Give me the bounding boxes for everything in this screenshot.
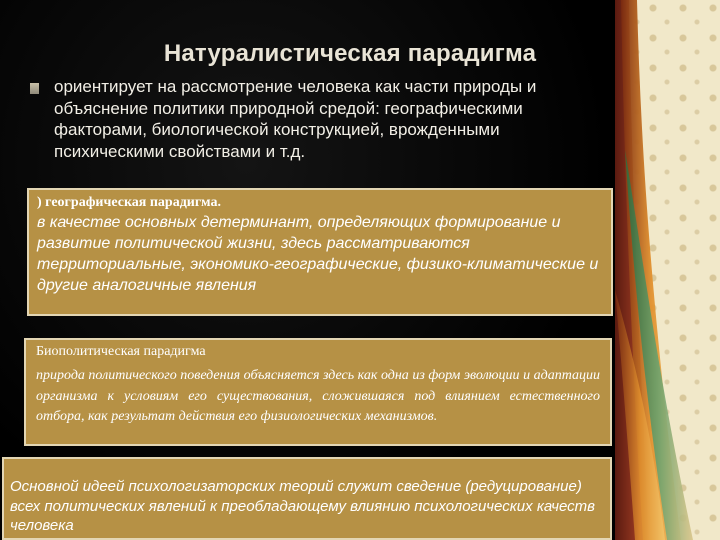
biopolitical-paradigm-text: природа политического поведения объясняется здесь как одна из форм эволюции и адаптации организма к условиям его существования, сложившаяся под влиянием естественного отбора, как результат действия его физиологических механизмов.: [36, 368, 600, 424]
geographic-paradigm-text: в качестве основных детерминант, определяющих формирование и развитие политической жизни, здесь рассматриваются территориальные, экономико-географические, физико-климатические и другие аналогичные явления: [37, 214, 599, 294]
decorative-drape-graphic: [615, 0, 720, 540]
geographic-paradigm-box: [27, 188, 613, 316]
psychological-theory-box: [2, 457, 612, 540]
decorative-floral-panel: [615, 0, 720, 540]
geographic-paradigm-heading: ) географическая парадигма.: [37, 195, 221, 210]
psychological-theory-text: Основной идеей психологизаторских теорий служит сведение (редуцирование) всех политических явлений к преобладающему влиянию психологических качеств человека: [10, 478, 595, 534]
square-bullet-icon: [30, 83, 39, 94]
biopolitical-paradigm-box: [24, 338, 612, 446]
biopolitical-paradigm-heading: Биополитическая парадигма: [36, 344, 206, 359]
slide-title: Натуралистическая парадигма: [163, 40, 537, 67]
bullet-text: ориентирует на рассмотрение человека как части природы и объяснение политики природной средой: географическими факторами, биологической конструкцией, врожденными психическими свойствами и т.д.: [54, 77, 537, 161]
